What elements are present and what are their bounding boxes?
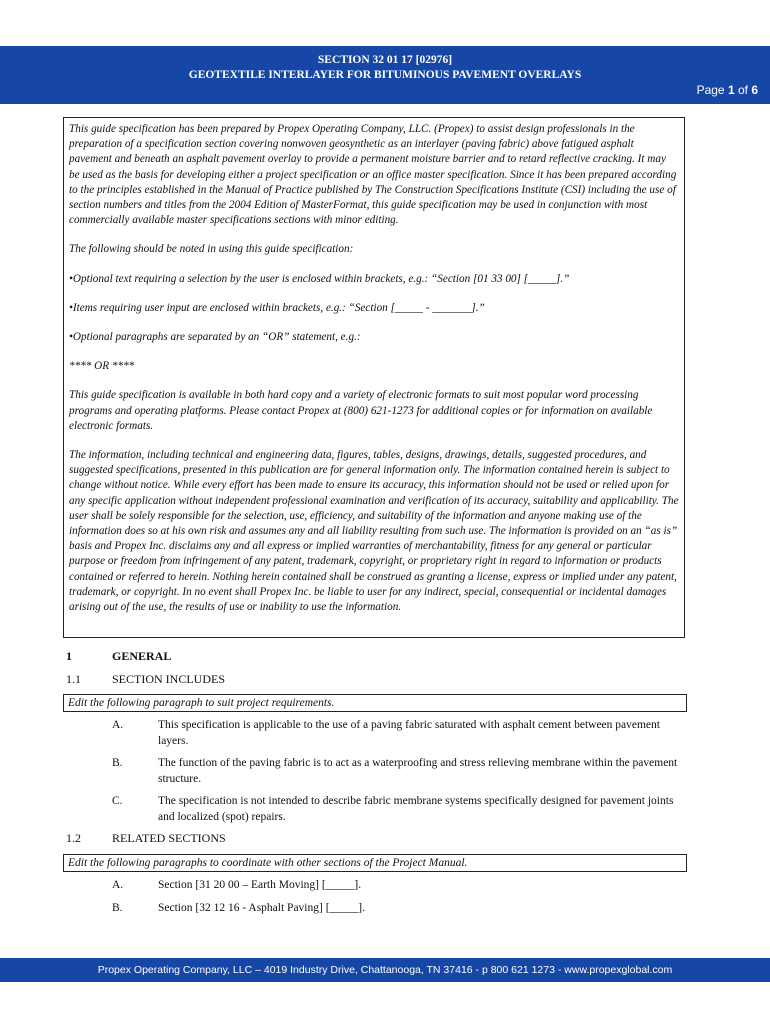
item-letter: B. [112, 902, 123, 914]
note-bullet-user-input: •Items requiring user input are enclosed within brackets, e.g.: “Section [_____ - _______].” [69, 301, 485, 314]
note-paragraph-disclaimer: The information, including technical and engineering data, figures, tables, designs, drawings, details, suggested procedures, and suggested specifications, presented in this publication are for general information only. The information contained herein is subject to change without notice. While every effort has been made to ensure its accuracy, this information should not be used or relied upon for any specific application without independent professional examination and verification of its accuracy, suitability and applicability. The user shall be solely responsible for the selection, use, efficiency, and suitability of the information and anyone making use of the information does so at his own risk and assumes any and all liability resulting from such use. The information is provided on an “as is” basis and Propex Inc. disclaims any and all express or implied warranties of merchantability, fitness for any general or particular purpose or freedom from infringement of any patent, trademark, copyright, or proprietary right in regard to information or products contained or referred to herein. Nothing herein contained shall be construed as granting a license, express or implied under any patent, trademark, or copyright. In no event shall Propex Inc. be liable to user for any indirect, special, consequential or incidental damages arising out of the use, the results of use or inability to use the information. [69, 449, 679, 614]
list-item [112, 756, 692, 788]
page-top-margin [0, 0, 770, 46]
list-item [112, 718, 692, 750]
editor-note-1-2: Edit the following paragraphs to coordinate with other sections of the Project Manual. [63, 854, 687, 872]
footer-band [0, 958, 770, 982]
list-item [112, 794, 692, 826]
item-text: Section [31 20 00 – Earth Moving] [_____]. [158, 879, 362, 891]
header-band [0, 46, 770, 104]
note-or-separator: **** OR **** [69, 360, 135, 373]
item-letter: C. [112, 795, 123, 807]
list-item [112, 878, 692, 894]
item-text: The specification is not intended to describe fabric membrane systems specifically designed for pavement joints and localized (spot) repairs. [158, 795, 674, 823]
note-paragraph-usage: The following should be noted in using this guide specification: [69, 243, 354, 256]
note-paragraph-formats: This guide specification is available in both hard copy and a variety of electronic formats to suit most popular word processing programs and operating platforms. Please contact Propex at (800) 621-1273 for additional copies or for information on available electronic formats. [69, 389, 653, 432]
footer-contact-text: Propex Operating Company, LLC – 4019 Industry Drive, Chattanooga, TN 37416 - p 800 621 1273 - www.propexglobal.com [97, 964, 673, 976]
item-letter: A. [112, 879, 124, 891]
note-paragraph-purpose: This guide specification has been prepared by Propex Operating Company, LLC. (Propex) to assist design professionals in the preparation of a specification section covering nonwoven geosynthetic as an interlayer (paving fabric) above fatigued asphalt pavement and beneath an asphalt pavement overlay to provide a permanent moisture barrier and to retard reflective cracking. It may be used as the basis for developing either a project specification or an office master specification. Since it has been prepared according to the principles established in the Manual of Practice published by The Construction Specifications Institute (CSI) including the use of section numbers and titles from the 2004 Edition of MasterFormat, this guide specification may be used in conjunction with most commercially available master specifications sections with minor editing. [69, 123, 677, 227]
item-text: This specification is applicable to the use of a paving fabric saturated with asphalt cement between pavement layers. [158, 719, 660, 747]
part-number: 1 [66, 649, 72, 663]
article-number: 1.2 [66, 831, 81, 845]
part-title: GENERAL [112, 649, 172, 663]
page-current: 1 [727, 83, 735, 97]
section-title: GEOTEXTILE INTERLAYER FOR BITUMINOUS PAVEMENT OVERLAYS [188, 69, 582, 81]
item-letter: A. [112, 719, 124, 731]
article-title: RELATED SECTIONS [112, 831, 226, 845]
item-text: The function of the paving fabric is to act as a waterproofing and stress relieving membrane within the pavement structure. [158, 757, 678, 785]
page-of: of [734, 83, 752, 97]
article-number: 1.1 [66, 672, 81, 686]
item-letter: B. [112, 757, 123, 769]
note-bullet-optional-text: •Optional text requiring a selection by the user is enclosed within brackets, e.g.: “Section [01 33 00] [_____].” [69, 272, 570, 285]
list-item [112, 901, 692, 917]
page-indicator [697, 83, 758, 97]
editor-note-1-1: Edit the following paragraph to suit project requirements. [63, 694, 687, 712]
article-title: SECTION INCLUDES [112, 672, 225, 686]
guide-note-box [63, 117, 685, 638]
item-text: Section [32 12 16 - Asphalt Paving] [_____]. [158, 902, 365, 914]
note-bullet-optional-paragraphs: •Optional paragraphs are separated by an “OR” statement, e.g.: [69, 331, 361, 344]
section-number: SECTION 32 01 17 [02976] [317, 54, 453, 66]
page-word: Page [696, 83, 728, 97]
page-total: 6 [751, 83, 758, 97]
